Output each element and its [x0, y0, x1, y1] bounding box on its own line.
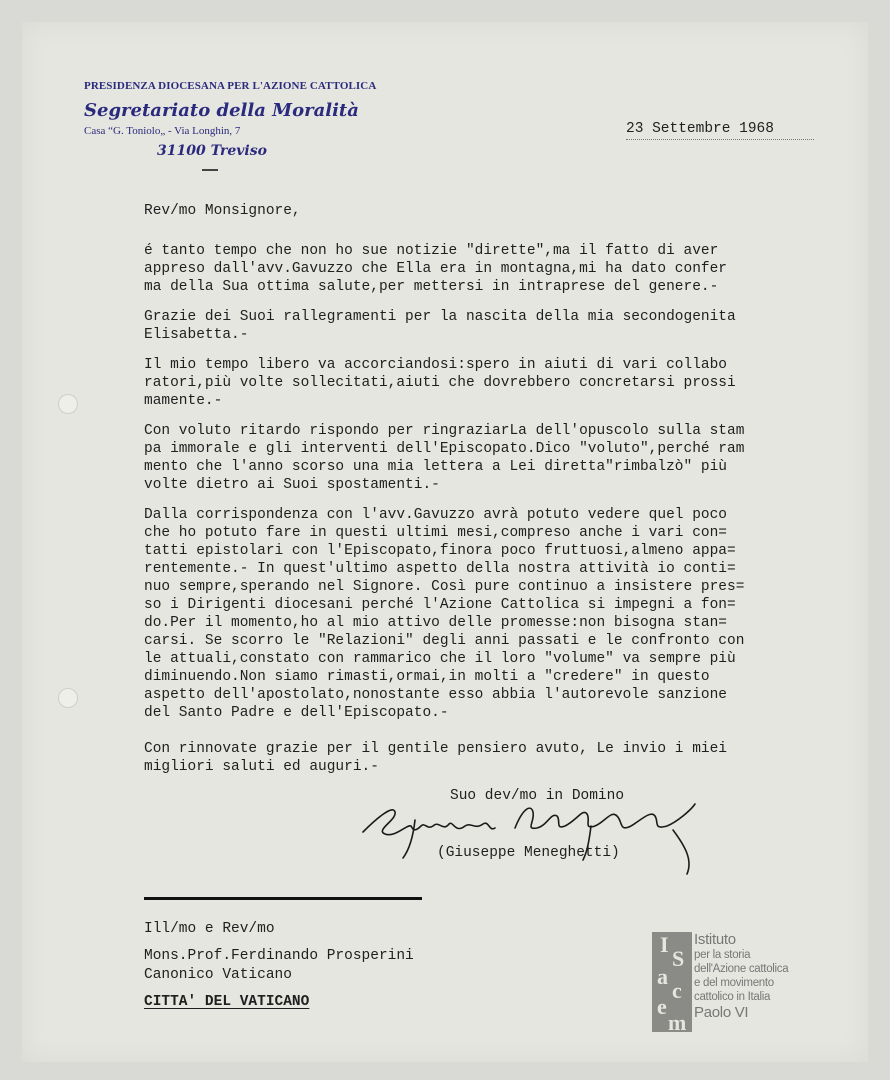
paragraph-line: mamente.-: [144, 393, 223, 409]
separator-rule: [144, 897, 422, 900]
paragraph-line: le attuali,constato con rammarico che il loro "volume" va sempre più: [144, 651, 736, 667]
paragraph-line: Il mio tempo libero va accorciandosi:spero in aiuti di vari collabo: [144, 357, 727, 373]
svg-text:c: c: [672, 978, 682, 1003]
recipient-name: Mons.Prof.Ferdinando Prosperini: [144, 948, 414, 964]
paragraph: [144, 422, 824, 494]
paragraph-line: aspetto dell'apostolato,nonostante esso abbia l'autorevole sanzione: [144, 687, 727, 703]
recipient-title: Canonico Vaticano: [144, 967, 292, 983]
svg-text:I: I: [660, 932, 669, 957]
logo-line: Istituto: [694, 931, 736, 948]
paragraph-line: so i Dirigenti diocesani perché l'Azione Cattolica si impegni a fon=: [144, 597, 736, 613]
closing-formula: Suo dev/mo in Domino: [450, 788, 625, 804]
paragraph-line: carsi. Se scorro le "Relazioni" degli anni passati e le confronto con: [144, 633, 745, 649]
letterhead-city: 31100 Treviso: [157, 143, 267, 159]
paragraph-line: del Santo Padre e dell'Episcopato.-: [144, 705, 449, 721]
paragraph-line: Con rinnovate grazie per il gentile pensiero avuto, Le invio i miei: [144, 741, 727, 757]
logo-line: Paolo VI: [694, 1004, 749, 1021]
paragraph-line: che ho potuto fare in questi ultimi mesi,compreso anche i vari con=: [144, 525, 727, 541]
paragraph-line: nuo sempre,sperando nel Signore. Così pure continuo a insistere pres=: [144, 579, 745, 595]
signer-name: (Giuseppe Meneghetti): [437, 845, 620, 861]
paragraph: [144, 308, 824, 344]
paragraph-line: diminuendo.Non siamo rimasti,ormai,in molti a "credere" in questo: [144, 669, 710, 685]
paragraph-line: ratori,più volte sollecitati,aiuti che dovrebbero concretarsi prossi: [144, 375, 736, 391]
letter-date: 23 Settembre 1968: [626, 121, 814, 140]
paragraph: [144, 740, 824, 776]
paragraph: [144, 506, 824, 722]
letterhead-address: Casa “G. Toniolo„ - Via Longhin, 7: [84, 125, 241, 137]
recipient-block: [144, 920, 414, 1012]
paragraph-line: pa immorale e gli interventi dell'Episcopato.Dico "voluto",perché ram: [144, 441, 745, 457]
logo-line: e del movimento: [694, 977, 774, 989]
punch-hole-bottom: [58, 688, 78, 708]
salutation: Rev/mo Monsignore,: [144, 203, 301, 219]
letterhead: [84, 80, 376, 171]
punch-hole-top: [58, 394, 78, 414]
paragraph-line: volte dietro ai Suoi spostamenti.-: [144, 477, 440, 493]
letterhead-dash: [202, 169, 218, 171]
svg-text:a: a: [657, 964, 668, 989]
recipient-city: CITTA' DEL VATICANO: [144, 994, 310, 1010]
paragraph-line: Grazie dei Suoi rallegramenti per la nascita della mia secondogenita: [144, 309, 736, 325]
paragraph-line: ma della Sua ottima salute,per mettersi in intraprese del genere.-: [144, 279, 719, 295]
letterhead-department: Segretariato della Moralità: [84, 100, 359, 121]
paragraph: [144, 242, 824, 296]
paragraph-line: Con voluto ritardo rispondo per ringraziarLa dell'opuscolo sulla stam: [144, 423, 745, 439]
paragraph-line: é tanto tempo che non ho sue notizie "dirette",ma il fatto di aver: [144, 243, 719, 259]
handwritten-signature: [355, 790, 715, 885]
paragraph-line: migliori saluti ed auguri.-: [144, 759, 379, 775]
paragraph-line: do.Per il momento,ho al mio attivo delle promesse:non bisogna stan=: [144, 615, 727, 631]
svg-text:S: S: [672, 946, 685, 971]
letterhead-organization: PRESIDENZA DIOCESANA PER L'AZIONE CATTOLICA: [84, 80, 377, 92]
paragraph-line: tatti epistolari con l'Episcopato,finora poco fruttuosi,almeno appa=: [144, 543, 736, 559]
paragraph: [144, 356, 824, 410]
svg-text:e: e: [657, 994, 667, 1019]
archive-logo-text: [694, 932, 788, 1021]
paragraph-line: mento che l'anno scorso una mia lettera a Lei diretta"rimbalzò" più: [144, 459, 727, 475]
paragraph-line: Elisabetta.-: [144, 327, 249, 343]
paragraph-line: appreso dall'avv.Gavuzzo che Ella era in montagna,mi ha dato confer: [144, 261, 727, 277]
svg-text:m: m: [668, 1010, 687, 1032]
logo-line: dell'Azione cattolica: [694, 963, 789, 975]
recipient-honorific: Ill/mo e Rev/mo: [144, 921, 275, 937]
logo-line: per la storia: [694, 949, 751, 961]
letter-body: [144, 202, 824, 788]
isacem-logo-icon: [652, 932, 692, 1032]
logo-line: cattolico in Italia: [694, 991, 771, 1003]
paragraph-line: Dalla corrispondenza con l'avv.Gavuzzo avrà potuto vedere quel poco: [144, 507, 727, 523]
paragraph-line: rentemente.- In quest'ultimo aspetto della nostra attività io conti=: [144, 561, 736, 577]
